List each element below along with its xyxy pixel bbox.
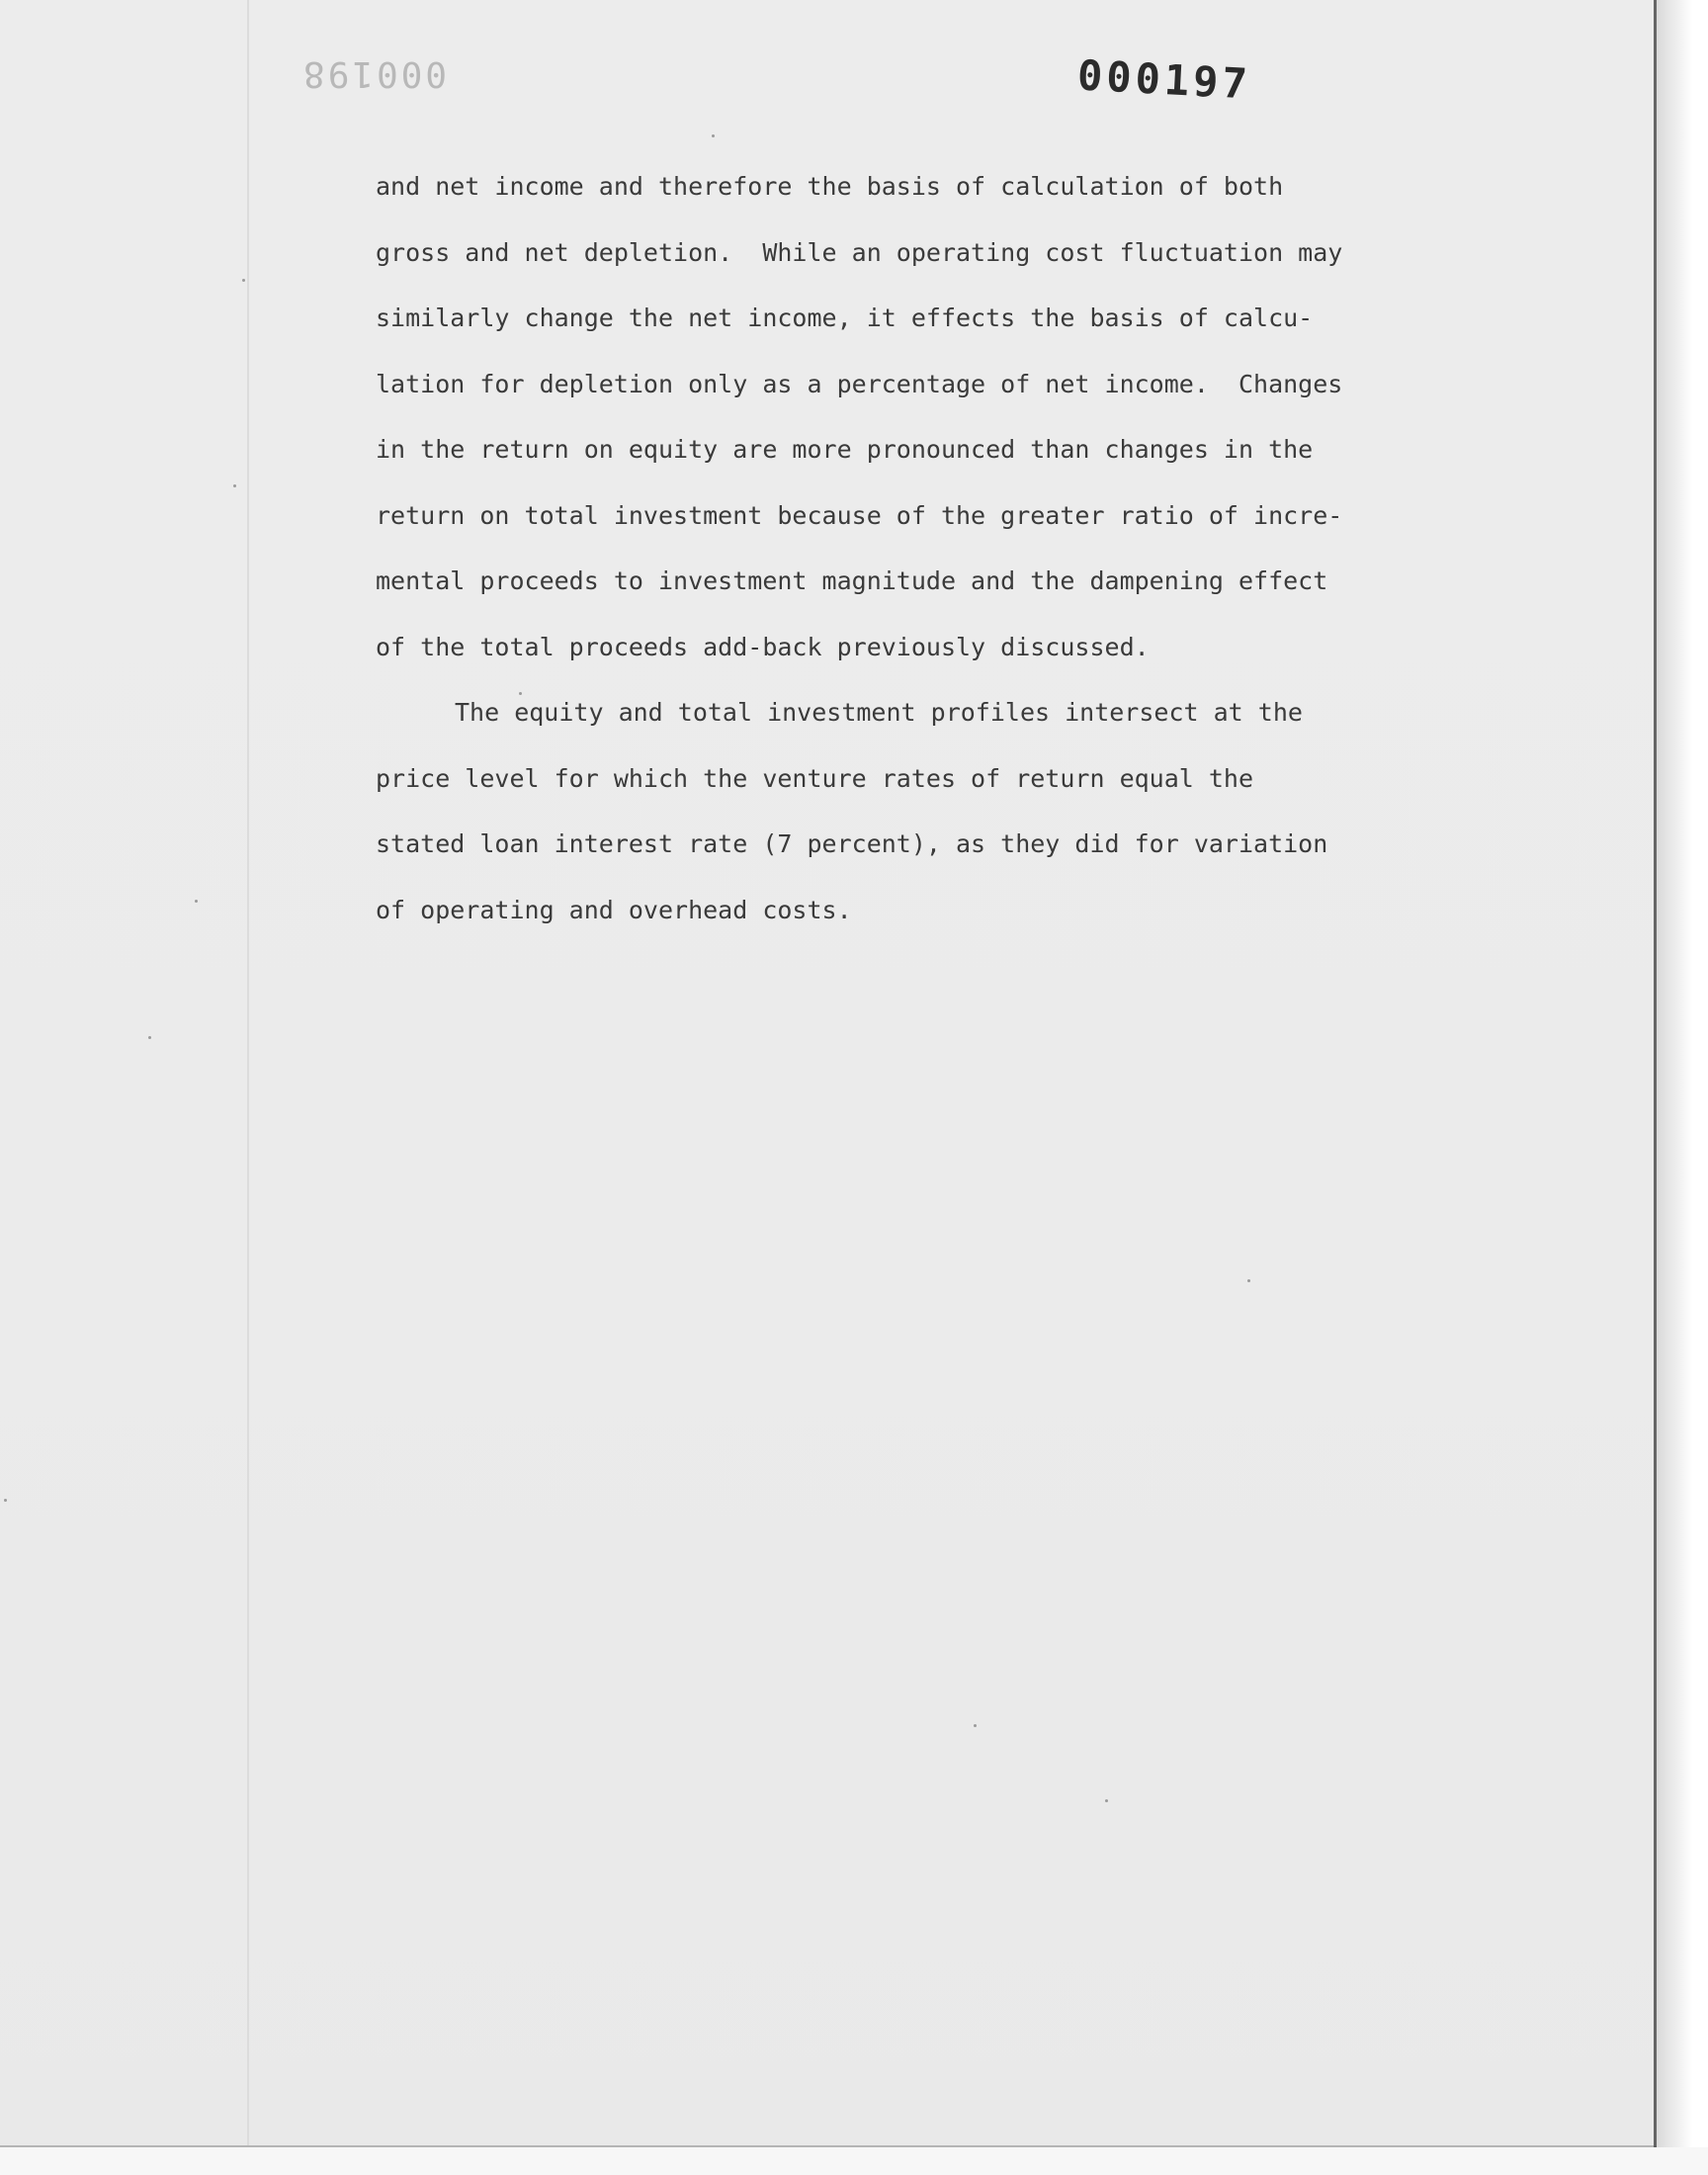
- scan-speck: [974, 1724, 977, 1727]
- text-line: mental proceeds to investment magnitude and the dampening effect: [376, 566, 1328, 595]
- page-right-shadow: [1657, 0, 1708, 2175]
- text-line: similarly change the net income, it effects the basis of calcu-: [376, 304, 1314, 332]
- page-bottom-strip: [0, 2147, 1708, 2175]
- scan-speck: [242, 279, 245, 282]
- body-text: [376, 154, 1483, 943]
- scan-speck: [1247, 1279, 1250, 1282]
- text-line: price level for which the venture rates of return equal the: [376, 763, 1254, 793]
- scan-speck: [4, 1499, 7, 1502]
- text-line: The equity and total investment profiles intersect at the: [455, 698, 1303, 727]
- paragraph-2: [376, 680, 1483, 943]
- text-line: return on total investment because of the greater ratio of incre-: [376, 500, 1343, 530]
- text-line: gross and net depletion. While an operating cost fluctuation may: [376, 237, 1343, 267]
- scan-speck: [148, 1036, 151, 1039]
- page-fold-line: [247, 0, 249, 2145]
- paragraph-1: [376, 154, 1483, 680]
- page-number-stamp: 000197: [1075, 50, 1252, 109]
- scan-speck: [712, 134, 715, 137]
- text-line: of operating and overhead costs.: [376, 895, 852, 924]
- text-line: stated loan interest rate (7 percent), as they did for variation: [376, 829, 1328, 858]
- scan-speck: [233, 484, 236, 487]
- scan-speck: [519, 692, 522, 695]
- text-line: of the total proceeds add-back previously discussed.: [376, 632, 1150, 661]
- text-line: lation for depletion only as a percentage of net income. Changes: [376, 369, 1343, 398]
- faded-stamp-number: 000198: [300, 53, 448, 94]
- scan-speck: [1105, 1799, 1108, 1802]
- text-line: in the return on equity are more pronounced than changes in the: [376, 435, 1314, 464]
- text-line: and net income and therefore the basis of calculation of both: [376, 172, 1284, 201]
- scan-speck: [195, 900, 198, 903]
